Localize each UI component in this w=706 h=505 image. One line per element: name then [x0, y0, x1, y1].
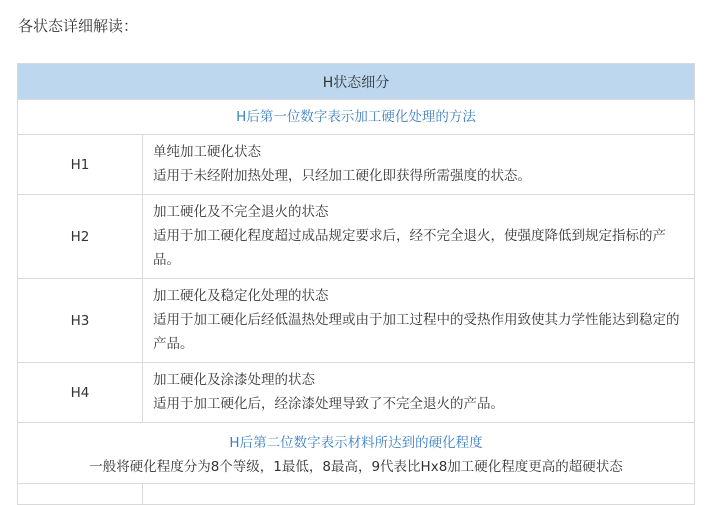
- section-cell: [18, 100, 695, 135]
- table-row-partial: [18, 484, 695, 505]
- table-row: [18, 279, 695, 363]
- section-row: [18, 100, 695, 135]
- state-code: H4: [18, 363, 143, 423]
- section-row: [18, 423, 695, 484]
- section-cell: [18, 423, 695, 484]
- page-heading: 各状态详细解读：: [18, 17, 139, 35]
- empty-cell: [18, 484, 143, 505]
- table-row: [18, 135, 695, 195]
- state-desc: 适用于加工硬化程度超过成品规定要求后，经不完全退火，使强度降低到规定指标的产品。: [153, 228, 666, 268]
- state-description: [143, 279, 695, 363]
- table-row: [18, 195, 695, 279]
- section2-desc: 一般将硬化程度分为8个等级，1最低，8最高，9代表比Hx8加工硬化程度更高的超硬状态: [89, 459, 623, 475]
- state-description: [143, 135, 695, 195]
- state-desc: 适用于加工硬化后，经涂漆处理导致了不完全退火的产品。: [153, 396, 504, 412]
- h-state-table: [17, 63, 695, 505]
- state-title: 加工硬化及稳定化处理的状态: [153, 288, 329, 304]
- state-description: [143, 363, 695, 423]
- state-title: 加工硬化及不完全退火的状态: [153, 204, 329, 220]
- state-desc: 适用于加工硬化后经低温热处理或由于加工过程中的受热作用致使其力学性能达到稳定的产品。: [153, 312, 680, 352]
- state-description: [143, 195, 695, 279]
- table-row: [18, 363, 695, 423]
- section1-title: H后第一位数字表示加工硬化处理的方法: [236, 109, 476, 125]
- state-code: H3: [18, 279, 143, 363]
- state-title: 单纯加工硬化状态: [153, 144, 261, 160]
- state-desc: 适用于未经附加热处理，只经加工硬化即获得所需强度的状态。: [153, 168, 531, 184]
- empty-cell: [143, 484, 695, 505]
- table-header: H状态细分: [18, 64, 695, 100]
- state-title: 加工硬化及涂漆处理的状态: [153, 372, 315, 388]
- state-code: H2: [18, 195, 143, 279]
- table-header-row: [18, 64, 695, 100]
- state-code: H1: [18, 135, 143, 195]
- section2-title: H后第二位数字表示材料所达到的硬化程度: [229, 435, 483, 451]
